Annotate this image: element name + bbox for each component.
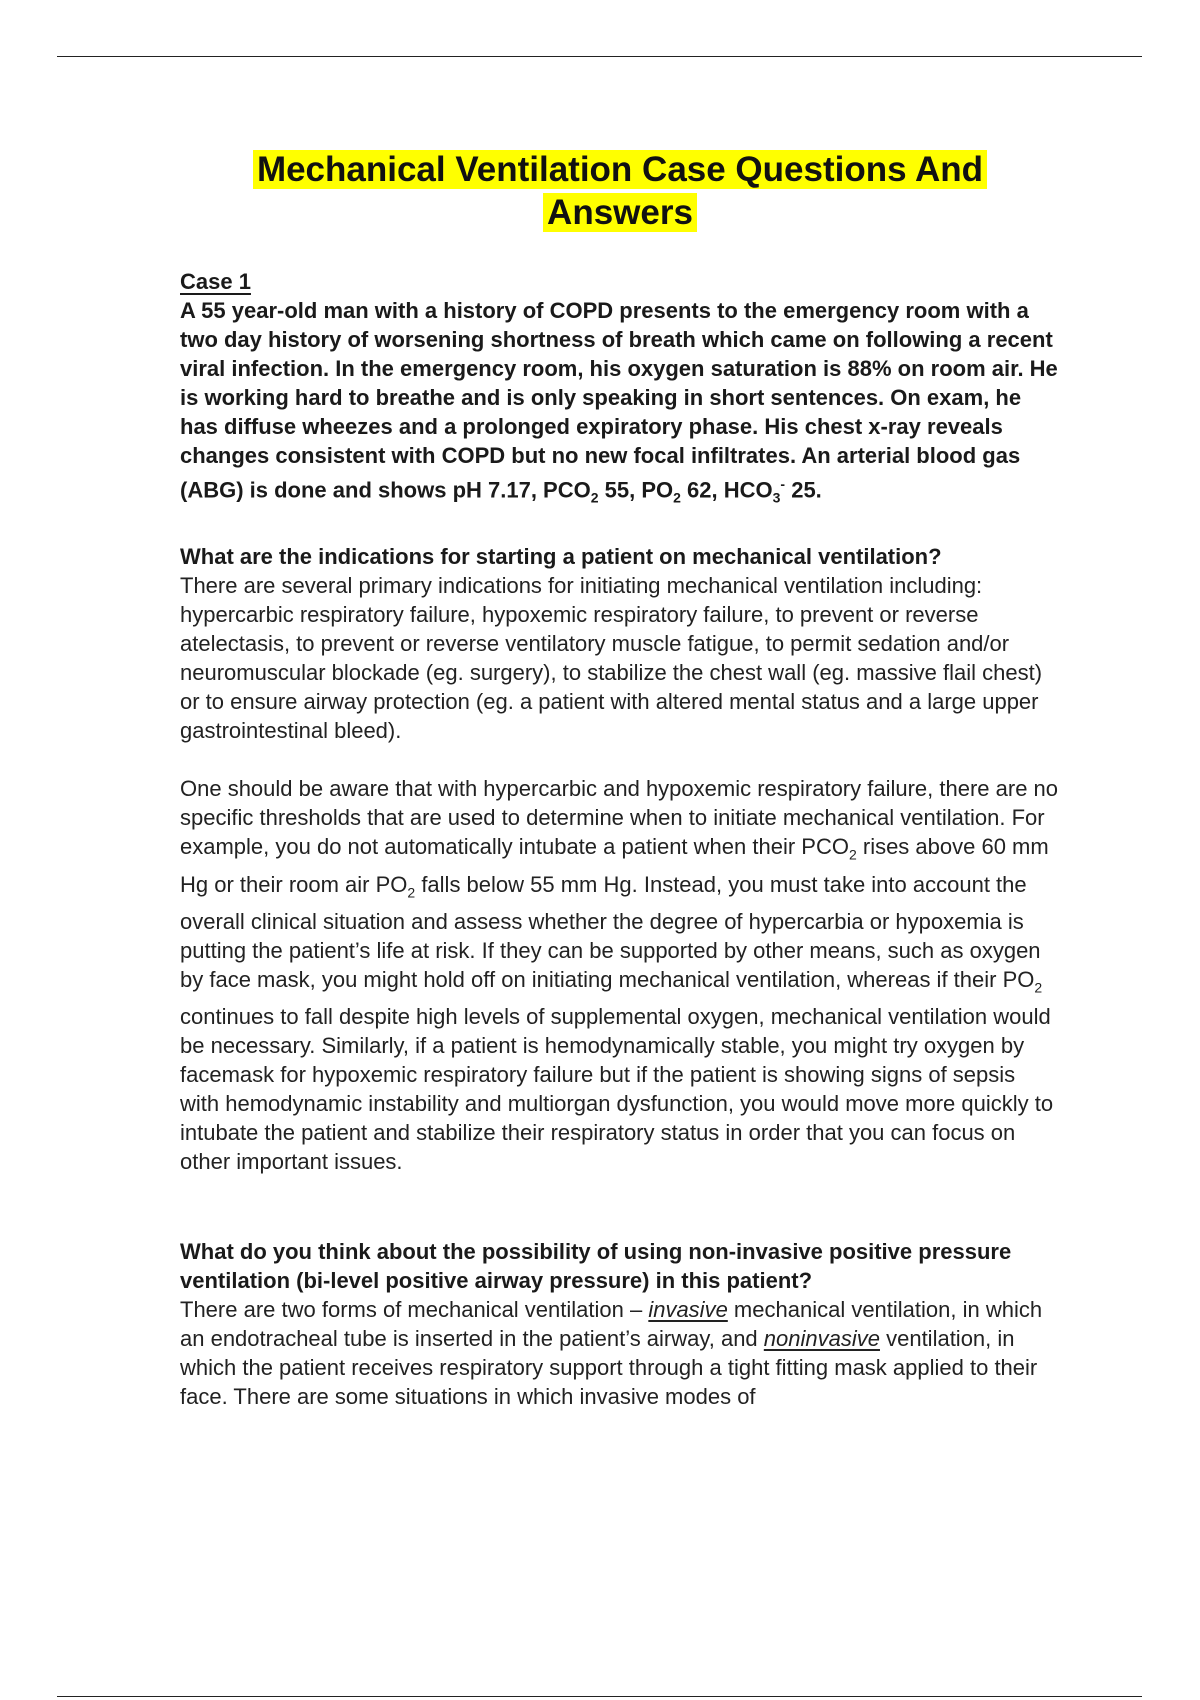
term-noninvasive: noninvasive	[763, 1326, 880, 1352]
answer-indications-paragraph-1: There are several primary indications for initiating mechanical ventilation including: hypercarbic respiratory failure, hypoxemic respiratory failure, to prevent or reverse atelectasis, to prevent or reverse ventilatory muscle fatigue, to permit sedation and/or neuromuscular blockade (eg. surgery), to stabilize the chest wall (eg. massive flail chest) or to ensure airway protection (eg. a patient with altered mental status and a large upper gastrointestinal bleed).	[180, 573, 1043, 744]
answer-indications-paragraph-2: One should be aware that with hypercarbic and hypoxemic respiratory failure, there are no specific thresholds that are used to determine when to initiate mechanical ventilation. For example, you do not automatically intubate a patient when their $PCO_2$ rises above 60 mm Hg or their room air $PO_2$ falls below 55 mm Hg. Instead, you must take into account the overall clinical situation and assess whether the degree of hypercarbia or hypoxemia is putting the patient’s life at risk. If they can be supported by other means, such as oxygen by face mask, you might hold off on initiating mechanical ventilation, whereas if their $PO_2$ continues to fall despite high levels of supplemental oxygen, mechanical ventilation would be necessary. Similarly, if a patient is hemodynamically stable, you might try oxygen by facemask for hypoxemic respiratory failure but if the patient is showing signs of sepsis with hemodynamic instability and multiorgan dysfunction, you would move more quickly to intubate the patient and stabilize their respiratory status in order that you can focus on other important issues.	[180, 776, 1059, 1175]
question-indications: What are the indications for starting a patient on mechanical ventilation?	[180, 543, 942, 569]
bottom-rule	[57, 1696, 1142, 1697]
document-title	[180, 148, 1060, 234]
case-description: A 55 year-old man with a history of COPD presents to the emergency room with a two day history of worsening shortness of breath which came on following a recent viral infection. In the emergency room, his oxygen saturation is 88% on room air. He is working hard to breathe and is only speaking in short sentences. On exam, he has diffuse wheezes and a prolonged expiratory phase. His chest x-ray reveals changes consistent with COPD but no new focal infiltrates. An arterial blood gas (ABG) is done and shows pH 7.17, $PCO_2$ 55, $PO_2$ 62, $HCO_3^-$ 25.	[180, 298, 1058, 506]
case-heading: Case 1	[180, 269, 251, 294]
top-rule	[57, 56, 1142, 57]
term-invasive: invasive	[648, 1297, 728, 1323]
answer-noninvasive: There are two forms of mechanical ventilation – invasive mechanical ventilation, in which an endotracheal tube is inserted in the patient’s airway, and noninvasive ventilation, in which the patient receives respiratory support through a tight fitting mask applied to their face. There are some situations in which invasive modes of	[180, 1297, 1043, 1410]
title-highlight: Mechanical Ventilation Case Questions And Answers	[253, 150, 987, 232]
question-noninvasive: What do you think about the possibility of using non-invasive positive pressure ventilation (bi-level positive airway pressure) in this patient?	[180, 1239, 1012, 1293]
document-page	[180, 148, 1060, 1411]
